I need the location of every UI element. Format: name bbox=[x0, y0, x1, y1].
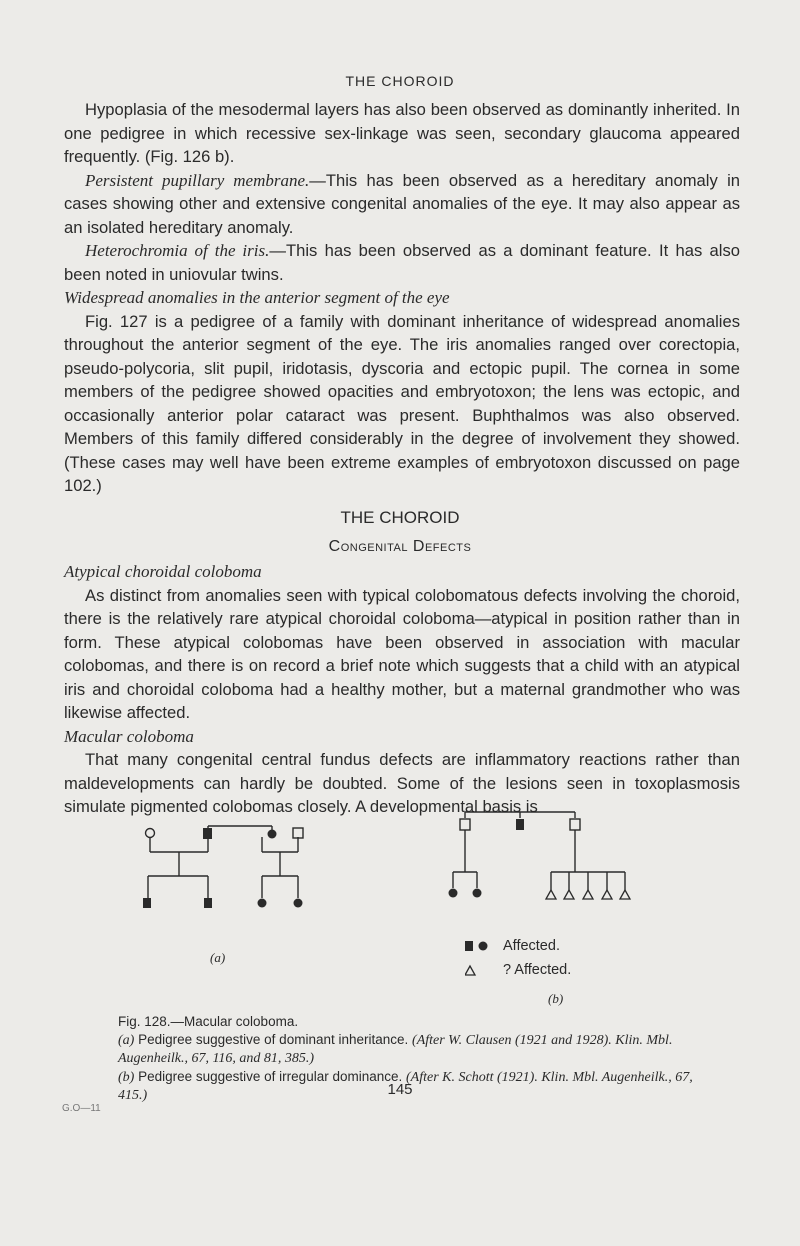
legend-affected-icon bbox=[465, 939, 497, 953]
legend-query-affected: ? Affected. bbox=[465, 958, 571, 982]
query-affected-symbol bbox=[620, 890, 630, 899]
paragraph-atypical: As distinct from anomalies seen with typical colobomatous defects involving the choroid, there is the relatively rare atypical choroidal coloboma—atypical in position rather than in form. These atypical colobomas have been observed in association with macular colobomas, and there is on record a brief note which suggests that a child with an atypical iris and choroidal coloboma had a healthy mother, but a maternal grandmother who was likewise affected. bbox=[64, 585, 740, 722]
unaffected-male-symbol bbox=[460, 819, 470, 830]
legend bbox=[465, 934, 571, 982]
paragraph-hypoplasia: Hypoplasia of the mesodermal layers has also been observed as dominantly inherited. In one pedigree in which recessive sex-linkage was seen, secondary glaucoma appeared frequently. (Fig. 126 b). bbox=[64, 100, 740, 166]
affected-female-symbol bbox=[294, 899, 303, 908]
affected-female-symbol bbox=[268, 830, 277, 839]
caption-a: (a) Pedigree suggestive of dominant inheritance. (After W. Clausen (1921 and 1928). Klin. Mbl. Augenheilk., 67, 116, and 81, 385.) bbox=[118, 1031, 673, 1066]
figure-label-b: (b) bbox=[548, 991, 564, 1006]
running-head: THE CHOROID bbox=[345, 73, 455, 89]
heterochromia-text: —This has been observed as a dominant feature. It has also been noted in uniovular twins. bbox=[64, 241, 741, 284]
term-ppm: Persistent pupillary membrane. bbox=[85, 170, 310, 190]
paragraph-heterochromia bbox=[64, 239, 740, 286]
ppm-text: —This has been observed as a hereditary anomaly in cases showing other and extensive congenital anomalies of the eye. It may also appear as an isolated hereditary anomaly. bbox=[64, 170, 740, 237]
affected-female-symbol bbox=[473, 889, 482, 898]
widespread-heading: Widespread anomalies in the anterior segment of the eye bbox=[64, 288, 450, 307]
unaffected-male-symbol bbox=[293, 828, 303, 838]
caption-b: (b) Pedigree suggestive of irregular dominance. (After K. Schott (1921). Klin. Mbl. Augenheilk., 67, 415.) bbox=[118, 1068, 693, 1103]
unaffected-female-symbol bbox=[146, 829, 155, 838]
affected-male-symbol bbox=[204, 898, 212, 908]
legend-query-icon bbox=[465, 963, 497, 977]
atypical-heading: Atypical choroidal coloboma bbox=[64, 562, 262, 581]
body-choroid bbox=[64, 560, 740, 819]
query-affected-symbol bbox=[564, 890, 574, 899]
affected-female-symbol bbox=[449, 889, 458, 898]
unaffected-male-symbol bbox=[570, 819, 580, 830]
affected-male-symbol bbox=[203, 828, 212, 839]
macular-heading: Macular coloboma bbox=[64, 726, 194, 746]
affected-male-symbol bbox=[516, 819, 524, 830]
signature-mark: G.O—11 bbox=[62, 1103, 101, 1114]
caption-title: Fig. 128.—Macular coloboma. bbox=[118, 1014, 299, 1029]
page-number: 145 bbox=[387, 1081, 413, 1098]
pedigree-a bbox=[140, 818, 310, 938]
pedigree-b bbox=[445, 802, 635, 952]
section-subtitle: Congenital Defects bbox=[328, 538, 472, 555]
section-title: THE CHOROID bbox=[340, 508, 460, 527]
paragraph-fig127: Fig. 127 is a pedigree of a family with dominant inheritance of widespread anomalies throughout the anterior segment of the eye. The iris anomalies ranged over corectopia, pseudo-polycoria, slit pupil, iridotasis, dyscoria and ectopic pupil. The cornea in some members of the pedigree showed opacities and embryotoxon; the lens was ectopic, and occasionally anterior polar cataract was present. Buphthalmos was also observed. Members of this family differed considerably in the degree of involvement they showed. (These cases may well have been extreme examples of embryotoxon discussed on page 102.) bbox=[64, 311, 740, 495]
query-affected-symbol bbox=[583, 890, 593, 899]
query-affected-symbol bbox=[546, 890, 556, 899]
legend-affected: Affected. bbox=[465, 934, 571, 958]
term-heterochromia: Heterochromia of the iris. bbox=[85, 241, 270, 260]
affected-female-symbol bbox=[258, 899, 267, 908]
paragraph-ppm bbox=[64, 169, 740, 240]
body-top bbox=[64, 98, 740, 498]
paragraph-macular: That many congenital central fundus defects are inflammatory reactions rather than maldevelopments can hardly be doubted. Some of the lesions seen in toxoplasmosis simulate pigmented colobomas closely. A developmental basis is bbox=[64, 750, 740, 816]
query-affected-symbol bbox=[602, 890, 612, 899]
affected-male-symbol bbox=[143, 898, 151, 908]
figure-label-a: (a) bbox=[210, 950, 226, 965]
